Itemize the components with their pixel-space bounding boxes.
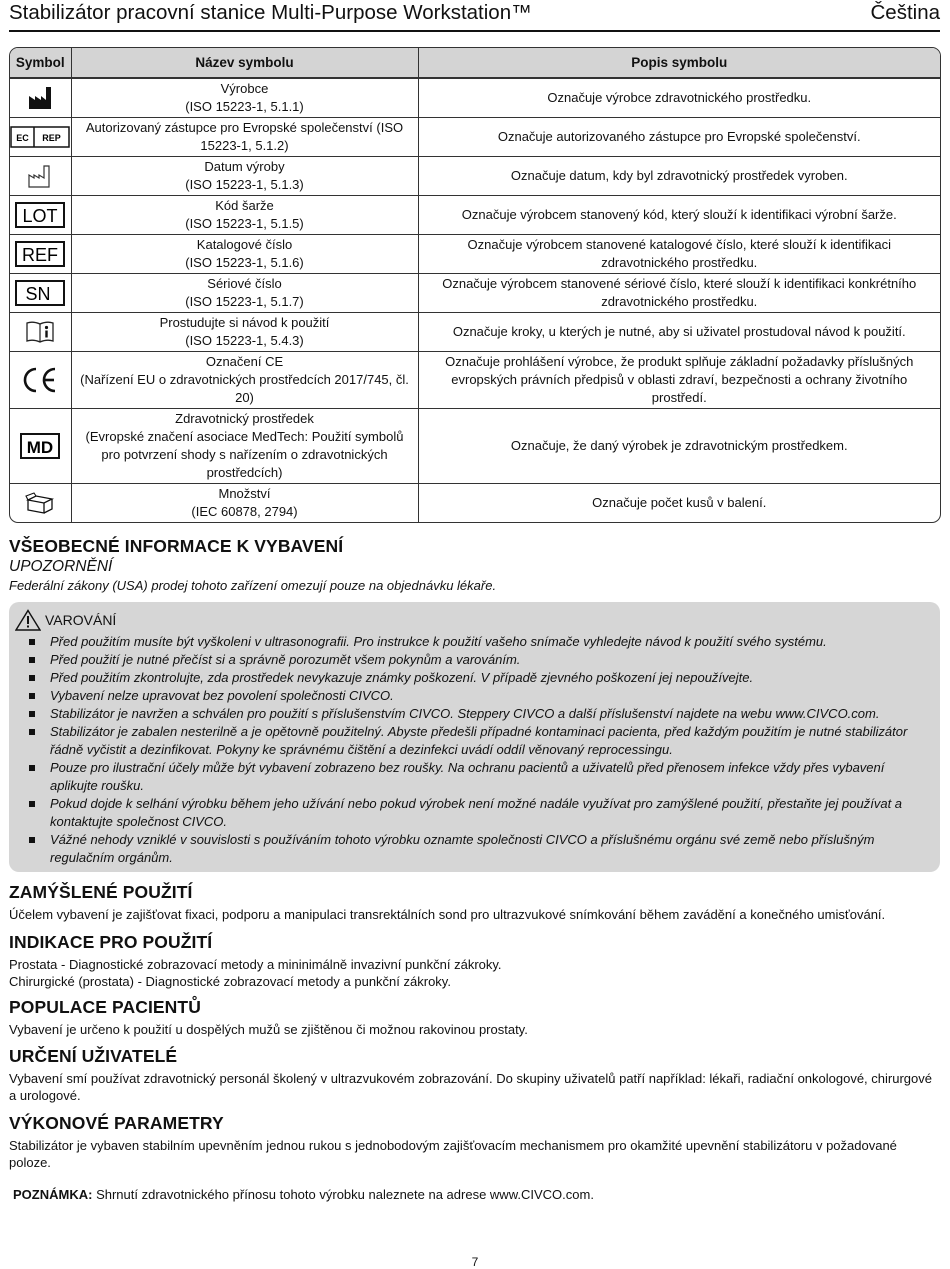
section-text: Chirurgické (prostata) - Diagnostické zobrazovací metody a punkční zákroky. [9, 974, 451, 989]
symbol-cell [10, 117, 71, 156]
symbol-description-cell: Označuje datum, kdy byl zdravotnický prostředek vyroben. [418, 156, 940, 195]
symbol-cell [10, 273, 71, 312]
list-item: Pokud dojde k selhání výrobku během jeho užívání nebo pokud výrobek není možné nadále využívat pro zamýšlené použití, přestaňte jej používat a kontaktujte společnost CIVCO. [27, 795, 927, 831]
symbol-description-cell: Označuje počet kusů v balení. [418, 483, 940, 522]
lot-icon [15, 202, 65, 228]
table-row [10, 273, 940, 312]
date-of-manufacture-icon [27, 163, 53, 189]
note-section [13, 1186, 940, 1203]
svg-text:REP: REP [42, 132, 62, 143]
manufacturer-icon [27, 85, 53, 111]
intended-users-section [9, 1045, 940, 1104]
symbol-name-cell: Výrobce (ISO 15223-1, 5.1.1) [71, 78, 418, 117]
list-item: Před použitím zkontrolujte, zda prostředek nevykazuje známky poškození. V případě zjevného poškození jej nepoužívejte. [27, 669, 927, 687]
section-text: Vybavení smí používat zdravotnický personál školený v ultrazvukovém zobrazování. Do skupiny uživatelů patří například: lékaři, radiační onkologové, chirurgové a urologové. [9, 1071, 932, 1103]
intended-use-section [9, 881, 940, 923]
section-heading: VÝKONOVÉ PARAMETRY [9, 1113, 224, 1133]
warning-list [27, 633, 927, 867]
symbol-description-cell: Označuje výrobce zdravotnického prostředku. [418, 78, 940, 117]
column-header-symbol: Symbol [10, 48, 71, 78]
quantity-box-icon [25, 491, 55, 515]
note-text: Shrnutí zdravotnického přínosu tohoto výrobku naleznete na adrese www.CIVCO.com. [96, 1187, 594, 1202]
table-row [10, 408, 940, 483]
symbol-description-cell: Označuje kroky, u kterých je nutné, aby si uživatel prostudoval návod k použití. [418, 312, 940, 351]
column-header-name: Název symbolu [71, 48, 418, 78]
symbol-name-cell: Kód šarže (ISO 15223-1, 5.1.5) [71, 195, 418, 234]
consult-instructions-icon [25, 320, 55, 344]
symbol-cell [10, 351, 71, 408]
page-number: 7 [471, 1255, 479, 1269]
language-label: Čeština [870, 1, 940, 24]
symbol-name-cell: Zdravotnický prostředek (Evropské značení asociace MedTech: Použití symbolů pro potvrzení shody s nařízením o zdravotnických prostředcích) [71, 408, 418, 483]
warning-title: VAROVÁNÍ [45, 612, 117, 628]
list-item: Pouze pro ilustrační účely může být vybavení zobrazeno bez roušky. Na ochranu pacientů a uživatelů před přenosem infekce vždy přes vybavení aplikujte roušku. [27, 759, 927, 795]
section-text: Vybavení je určeno k použití u dospělých mužů se zjištěnou či možnou rakovinou prostaty. [9, 1022, 528, 1037]
symbol-cell [10, 312, 71, 351]
column-header-description: Popis symbolu [418, 48, 940, 78]
symbol-description-cell: Označuje prohlášení výrobce, že produkt splňuje základní požadavky příslušných evropských právních předpisů v oblasti zdraví, bezpečnosti a ochrany životního prostředí. [418, 351, 940, 408]
symbol-name-cell: Autorizovaný zástupce pro Evropské společenství (ISO 15223-1, 5.1.2) [71, 117, 418, 156]
svg-text:LOT: LOT [22, 205, 58, 226]
sn-icon [15, 280, 65, 306]
ec-rep-icon [10, 126, 70, 148]
section-heading: VŠEOBECNÉ INFORMACE K VYBAVENÍ [9, 536, 344, 556]
section-heading: POPULACE PACIENTŮ [9, 997, 201, 1017]
symbol-table [9, 47, 941, 523]
page-header [9, 0, 940, 32]
table-row [10, 312, 940, 351]
section-text: Účelem vybavení je zajišťovat fixaci, podporu a manipulaci transrektálních sond pro ultrazvukové snímkování během zavádění a konečného umisťování. [9, 907, 886, 922]
warning-box [9, 602, 940, 872]
table-header-row [10, 48, 940, 78]
table-row [10, 234, 940, 273]
table-row [10, 351, 940, 408]
warning-triangle-icon [15, 609, 41, 631]
symbol-name-cell: Sériové číslo (ISO 15223-1, 5.1.7) [71, 273, 418, 312]
list-item: Stabilizátor je navržen a schválen pro použití s příslušenstvím CIVCO. Steppery CIVCO a další příslušenství najdete na webu www.CIVCO.com. [27, 705, 927, 723]
symbol-cell [10, 408, 71, 483]
indications-section [9, 931, 940, 990]
list-item: Stabilizátor je zabalen nesterilně a je opětovně použitelný. Abyste předešli případné kontaminaci pacienta, před každým použitím je nutné stabilizátor řádně vyčistit a dezinfikovat. Pokyny ke správnému čištění a dezinfekci uvádí oddíl věnovaný reprocessingu. [27, 723, 927, 759]
ref-icon [15, 241, 65, 267]
table-row [10, 195, 940, 234]
symbol-name-cell: Množství (IEC 60878, 2794) [71, 483, 418, 522]
section-heading: URČENÍ UŽIVATELÉ [9, 1046, 178, 1066]
section-heading: ZAMÝŠLENÉ POUŽITÍ [9, 882, 193, 902]
symbol-description-cell: Označuje výrobcem stanovené sériové číslo, které slouží k identifikaci konkrétního zdravotnického prostředku. [418, 273, 940, 312]
list-item: Vybavení nelze upravovat bez povolení společnosti CIVCO. [27, 687, 927, 705]
symbol-cell [10, 78, 71, 117]
list-item: Vážné nehody vzniklé v souvislosti s používáním tohoto výrobku oznamte společnosti CIVCO a příslušnému orgánu své země nebo příslušným regulačním orgánům. [27, 831, 927, 867]
symbol-description-cell: Označuje výrobcem stanovené katalogové číslo, které slouží k identifikaci zdravotnického prostředku. [418, 234, 940, 273]
svg-text:SN: SN [25, 283, 51, 304]
warning-header [15, 609, 116, 631]
symbol-name-cell: Datum výroby (ISO 15223-1, 5.1.3) [71, 156, 418, 195]
svg-text:MD: MD [27, 437, 54, 457]
svg-text:REF: REF [22, 244, 59, 265]
caution-title: UPOZORNĚNÍ [9, 558, 113, 575]
section-heading: INDIKACE PRO POUŽITÍ [9, 932, 213, 952]
symbol-cell [10, 234, 71, 273]
table-row [10, 156, 940, 195]
symbol-name-cell: Katalogové číslo (ISO 15223-1, 5.1.6) [71, 234, 418, 273]
symbol-cell [10, 195, 71, 234]
table-row [10, 117, 940, 156]
table-row [10, 483, 940, 522]
md-icon [20, 433, 60, 459]
list-item: Před použitím musíte být vyškoleni v ultrasonografii. Pro instrukce k použití vašeho snímače vyhledejte návod k použití svého systému. [27, 633, 927, 651]
general-info-section [9, 535, 940, 594]
performance-section [9, 1112, 940, 1171]
document-title: Stabilizátor pracovní stanice Multi-Purpose Workstation™ [9, 1, 532, 24]
symbol-description-cell: Označuje, že daný výrobek je zdravotnickým prostředkem. [418, 408, 940, 483]
table-row [10, 78, 940, 117]
symbol-cell [10, 483, 71, 522]
list-item: Před použití je nutné přečíst si a správně porozumět všem pokynům a varováním. [27, 651, 927, 669]
note-label: POZNÁMKA: [13, 1187, 93, 1202]
section-text: Prostata - Diagnostické zobrazovací metody a mininimálně invazivní punkční zákroky. [9, 957, 502, 972]
caution-text: Federální zákony (USA) prodej tohoto zařízení omezují pouze na objednávku lékaře. [9, 578, 497, 593]
symbol-description-cell: Označuje autorizovaného zástupce pro Evropské společenství. [418, 117, 940, 156]
svg-text:EC: EC [16, 132, 30, 143]
symbol-description-cell: Označuje výrobcem stanovený kód, který slouží k identifikaci výrobní šarže. [418, 195, 940, 234]
symbol-name-cell: Označení CE (Nařízení EU o zdravotnických prostředcích 2017/745, čl. 20) [71, 351, 418, 408]
symbol-name-cell: Prostudujte si návod k použití (ISO 15223-1, 5.4.3) [71, 312, 418, 351]
symbol-cell [10, 156, 71, 195]
ce-mark-icon [21, 367, 59, 393]
patient-population-section [9, 996, 940, 1038]
section-text: Stabilizátor je vybaven stabilním upevněním jednou rukou s jednobodovým zajišťovacím mechanismem pro okamžité upevnění stabilizátoru v požadované poloze. [9, 1138, 897, 1170]
